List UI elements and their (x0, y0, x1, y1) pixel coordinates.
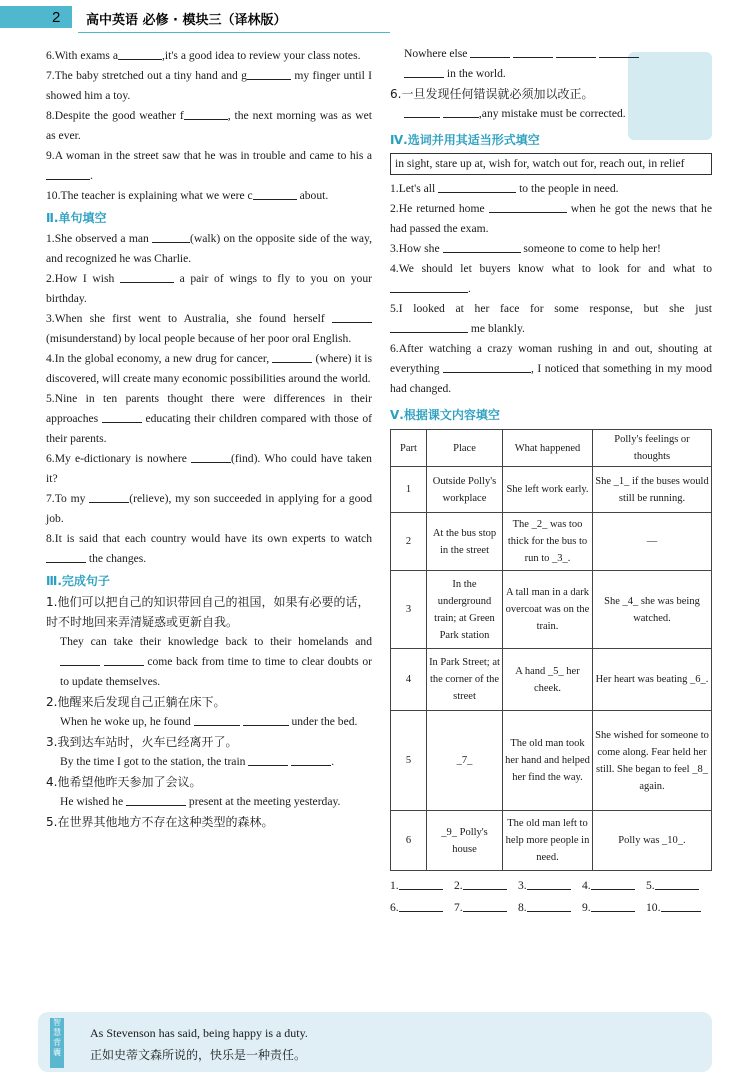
answer-slot[interactable]: 5. (646, 875, 710, 897)
word-fill-item: 9.A woman in the street saw that he was in trouble and came to his a. (46, 149, 372, 182)
chinese-prompt: 6.一旦发现任何错误就必须加以改正。 (390, 87, 594, 101)
blank[interactable] (243, 712, 289, 726)
sentence-fill-item: 4.In the global economy, a new drug for cancer, (where) it is discovered, will create many economic possibilities around the world. (46, 349, 372, 389)
footer-quote-cn: 正如史蒂文森所说的，快乐是一种责任。 (90, 1048, 307, 1062)
blank[interactable] (390, 279, 468, 293)
blank[interactable] (404, 104, 440, 118)
blank[interactable] (489, 199, 567, 213)
table-row (391, 513, 712, 571)
answer-slot[interactable]: 1. (390, 875, 454, 897)
table-cell: 6 (391, 811, 427, 871)
blank[interactable] (46, 166, 90, 180)
word-fill-item: 6.With exams a ,it's a good idea to review your class notes. (46, 46, 372, 66)
table-cell[interactable]: _7_ (427, 711, 503, 811)
table-cell: 4 (391, 649, 427, 711)
column-header: Polly's feelings or thoughts (593, 430, 712, 467)
answer-slot[interactable]: 7. (454, 897, 518, 919)
blank[interactable] (126, 792, 186, 806)
table-cell[interactable]: She _4_ she was being watched. (593, 571, 712, 649)
word-bank-item: 6.After watching a crazy woman rushing in and out, shouting at everything , I noticed that something in my mood had changed. (390, 342, 712, 395)
chinese-prompt: 4.他希望他昨天参加了会议。 (46, 775, 202, 789)
blank[interactable] (191, 449, 231, 463)
table-row (391, 467, 712, 513)
page-number: 2 (52, 9, 61, 26)
answer-slot[interactable]: 2. (454, 875, 518, 897)
blank[interactable] (253, 186, 297, 200)
section-title-2: Ⅱ.单句填空 (46, 211, 107, 225)
table-cell: She left work early. (503, 467, 593, 513)
table-cell: In the underground train; at Green Park station (427, 571, 503, 649)
column-header: Part (391, 430, 427, 467)
blank[interactable] (60, 652, 100, 666)
blank[interactable] (470, 44, 510, 58)
table-cell: — (593, 513, 712, 571)
table-cell: 3 (391, 571, 427, 649)
answer-row (390, 897, 712, 919)
table-row (391, 711, 712, 811)
blank[interactable] (194, 712, 240, 726)
blank[interactable] (46, 549, 86, 563)
table-row (391, 649, 712, 711)
chinese-prompt: 5.在世界其他地方不存在这种类型的森林。 (46, 815, 274, 829)
answer-slot[interactable]: 9. (582, 897, 646, 919)
blank[interactable] (120, 269, 174, 283)
blank[interactable] (443, 359, 531, 373)
blank[interactable] (184, 106, 228, 120)
blank[interactable] (513, 44, 553, 58)
header-rule (78, 32, 390, 33)
table-row (391, 811, 712, 871)
sentence-complete-item: He wished he present at the meeting yesterday. (46, 792, 372, 812)
table-cell: In Park Street; at the corner of the street (427, 649, 503, 711)
word-bank-item: 3.How she someone to come to help her! (390, 239, 712, 259)
sentence-fill-item: 5.Nine in ten parents thought there were differences in their approaches educating their children compared with those of their parents. (46, 392, 372, 445)
page-header (0, 0, 750, 30)
blank[interactable] (272, 349, 312, 363)
word-bank-item: 4.We should let buyers know what to look for and what to . (390, 262, 712, 295)
table-cell[interactable]: The _2_ was too thick for the bus to run to _3_. (503, 513, 593, 571)
left-column (46, 46, 372, 832)
sentence-complete-item: ,any mistake must be corrected. (390, 104, 712, 124)
sentence-fill-item: 7.To my (relieve), my son succeeded in applying for a good job. (46, 489, 372, 529)
footer-tag: 智慧背囊 (50, 1018, 64, 1068)
table-cell[interactable]: Polly was _10_. (593, 811, 712, 871)
sentence-continuation: Nowhere else (390, 44, 712, 64)
blank[interactable] (104, 652, 144, 666)
section-title-4: Ⅳ.选词并用其适当形式填空 (390, 133, 540, 147)
chinese-prompt: 2.他醒来后发现自己正躺在床下。 (46, 695, 226, 709)
sentence-fill-item: 3.When she first went to Australia, she found herself (misunderstand) by local people because of her poor oral English. (46, 309, 372, 349)
sentence-complete-item: By the time I got to the station, the train . (46, 752, 372, 772)
blank[interactable] (390, 319, 468, 333)
word-bank-item: 2.He returned home when he got the news that he had passed the exam. (390, 199, 712, 239)
table-cell[interactable]: Her heart was beating _6_. (593, 649, 712, 711)
table-header-row (391, 430, 712, 467)
sentence-fill-item: 1.She observed a man (walk) on the opposite side of the way, and recognized he was Charlie. (46, 229, 372, 269)
sentence-fill-item: 2.How I wish a pair of wings to fly to you on your birthday. (46, 269, 372, 309)
section-title-3: Ⅲ.完成句子 (46, 574, 110, 588)
sentence-fill-item: 6.My e-dictionary is nowhere (find). Who could have taken it? (46, 449, 372, 489)
blank[interactable] (404, 64, 444, 78)
blank[interactable] (89, 489, 129, 503)
word-fill-item: 10.The teacher is explaining what we were c about. (46, 186, 372, 206)
answer-slot[interactable]: 8. (518, 897, 582, 919)
answer-slot[interactable]: 6. (390, 897, 454, 919)
chinese-prompt: 1.他们可以把自己的知识带回自己的祖国，如果有必要的话，时不时地回来弄清疑惑或更新自我。 (46, 595, 370, 629)
sentence-complete-item: When he woke up, he found under the bed. (46, 712, 372, 732)
section-title-5: Ⅴ.根据课文内容填空 (390, 408, 500, 422)
table-cell[interactable]: _9_ Polly's house (427, 811, 503, 871)
column-header: What happened (503, 430, 593, 467)
blank[interactable] (102, 409, 142, 423)
blank[interactable] (247, 66, 291, 80)
blank[interactable] (443, 239, 521, 253)
blank[interactable] (248, 752, 288, 766)
word-bank-item: 5.I looked at her face for some response, but she just me blankly. (390, 302, 712, 335)
sentence-continuation: in the world. (390, 64, 712, 84)
answer-slot[interactable]: 3. (518, 875, 582, 897)
answer-row (390, 875, 712, 897)
footer-quote-en: As Stevenson has said, being happy is a duty. (90, 1026, 308, 1040)
table-cell[interactable]: She wished for someone to come along. Fear held her still. She began to feel _8_ again. (593, 711, 712, 811)
blank[interactable] (438, 179, 516, 193)
word-fill-item: 7.The baby stretched out a tiny hand and g my finger until I showed him a toy. (46, 66, 372, 106)
table-cell: 1 (391, 467, 427, 513)
blank[interactable] (332, 309, 372, 323)
blank[interactable] (152, 229, 190, 243)
word-bank-item: 1.Let's all to the people in need. (390, 179, 712, 199)
right-column (390, 44, 712, 919)
book-title: 高中英语 必修 · 模块三（译林版） (86, 13, 287, 28)
table-cell: Outside Polly's workplace (427, 467, 503, 513)
story-table (390, 429, 712, 871)
blank[interactable] (599, 44, 639, 58)
table-cell: At the bus stop in the street (427, 513, 503, 571)
blank[interactable] (556, 44, 596, 58)
chinese-prompt: 3.我到达车站时，火车已经离开了。 (46, 735, 238, 749)
table-cell: A tall man in a dark overcoat was on the train. (503, 571, 593, 649)
table-cell[interactable]: She _1_ if the buses would still be running. (593, 467, 712, 513)
table-cell[interactable]: A hand _5_ her cheek. (503, 649, 593, 711)
blank[interactable] (443, 104, 479, 118)
table-cell: The old man took her hand and helped her find the way. (503, 711, 593, 811)
header-accent-bar (0, 6, 72, 28)
column-header: Place (427, 430, 503, 467)
table-cell: 2 (391, 513, 427, 571)
table-row (391, 571, 712, 649)
word-fill-item: 8.Despite the good weather f , the next morning was as wet as ever. (46, 106, 372, 146)
blank[interactable] (118, 46, 162, 60)
table-cell: 5 (391, 711, 427, 811)
sentence-fill-item: 8.It is said that each country would have its own experts to watch the changes. (46, 532, 372, 565)
answer-slot[interactable]: 4. (582, 875, 646, 897)
blank[interactable] (291, 752, 331, 766)
word-bank: in sight, stare up at, wish for, watch out for, reach out, in relief (390, 153, 712, 175)
sentence-complete-item: They can take their knowledge back to their homelands and come back from time to time to clear doubts or to update themselves. (60, 635, 372, 688)
table-cell: The old man left to help more people in need. (503, 811, 593, 871)
footer-banner (38, 1012, 712, 1072)
answer-slot[interactable]: 10. (646, 897, 710, 919)
